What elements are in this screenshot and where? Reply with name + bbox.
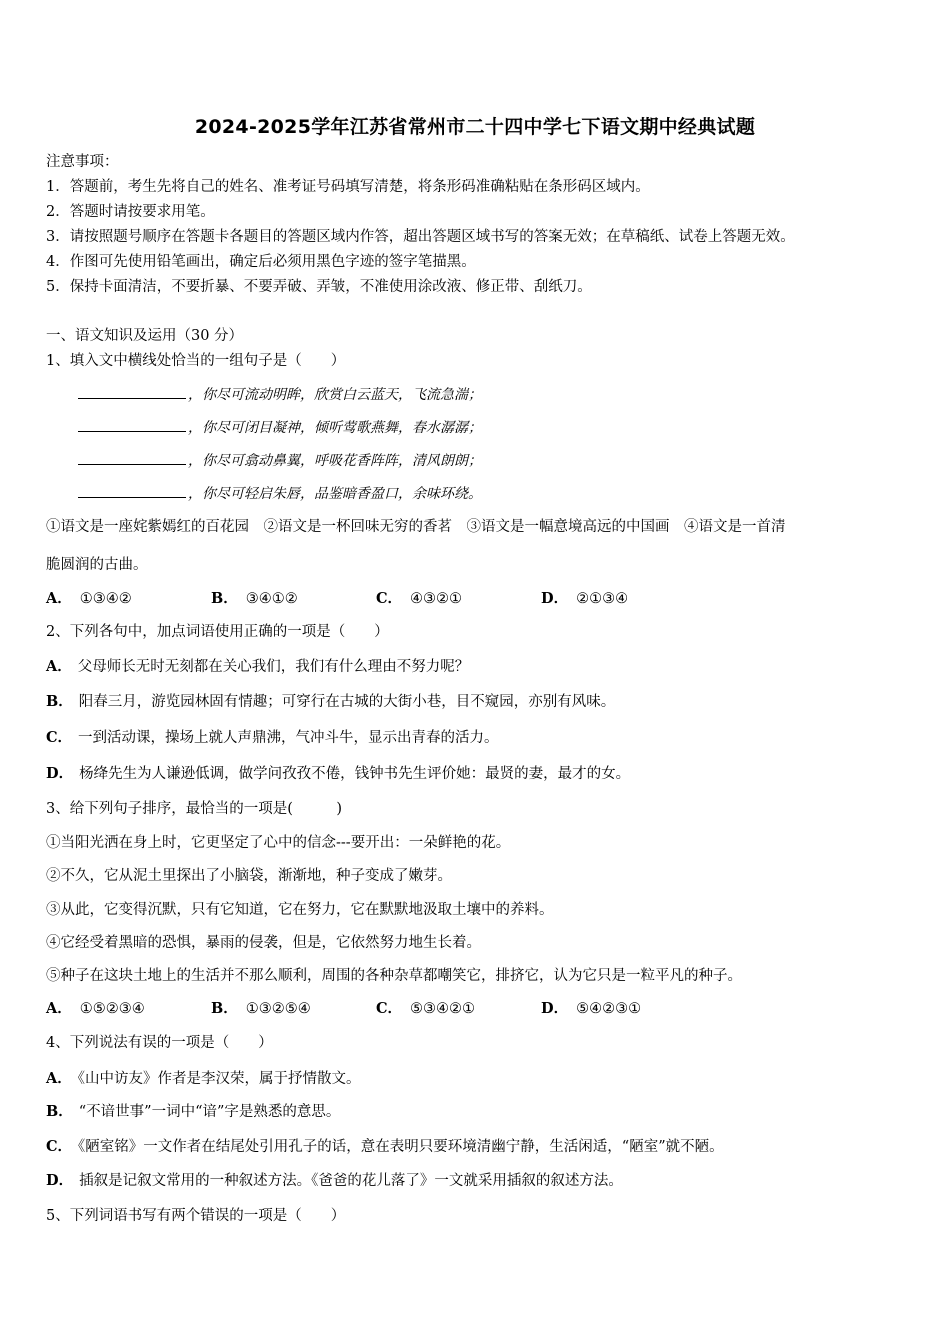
fill-blank[interactable]: [78, 386, 186, 399]
option-d[interactable]: D． ⑤④②③①: [541, 1000, 642, 1017]
q2-option-b[interactable]: B． 阳春三月，游览园林固有情趣；可穿行在古城的大街小巷，目不窥园，亦别有风味。: [46, 693, 616, 710]
question-5-stem: 5、下列词语书写有两个错误的一项是（ ）: [46, 1208, 346, 1224]
q2-option-c[interactable]: C． 一到活动课，操场上就人声鼎沸，气冲斗牛，显示出青春的活力。: [46, 729, 499, 746]
q3-sentence-1: ①当阳光洒在身上时，它更坚定了心中的信念---要开出：一朵鲜艳的花。: [46, 835, 511, 851]
option-d[interactable]: D． ②①③④: [541, 590, 629, 607]
option-b[interactable]: B． ③④①②: [211, 590, 298, 607]
option-a[interactable]: A． ①⑤②③④: [46, 1000, 145, 1017]
q3-sentence-5: ⑤种子在这块土地上的生活并不那么顺利，周围的各种杂草都嘲笑它，排挤它，认为它只是一粒平凡的种子。: [46, 968, 742, 984]
question-3-stem: 3、给下列句子排序，最恰当的一项是( ): [46, 801, 343, 817]
q1-blank-line-3: ，你尽可翕动鼻翼，呼吸花香阵阵，清风朗朗；: [78, 451, 482, 471]
q4-option-c[interactable]: C． 《陋室铭》一文作者在结尾处引用孔子的话，意在表明只要环境清幽宁静，生活闲适，“陋室”就不陋。: [46, 1138, 724, 1155]
q1-sentences-line-1: ①语文是一座姹紫嫣红的百花园 ②语文是一杯回味无穷的香茗 ③语文是一幅意境高远的中国画 ④语文是一首清: [46, 519, 786, 535]
option-c[interactable]: C． ⑤③④②①: [376, 1000, 476, 1017]
notice-heading: 注意事项：: [46, 154, 119, 170]
fill-blank[interactable]: [78, 485, 186, 498]
notice-item-3: 3．请按照题号顺序在答题卡各题目的答题区域内作答，超出答题区域书写的答案无效；在草稿纸、试卷上答题无效。: [46, 229, 795, 245]
fill-blank[interactable]: [78, 419, 186, 432]
q4-option-d[interactable]: D． 插叙是记叙文常用的一种叙述方法。《爸爸的花儿落了》一文就采用插叙的叙述方法。: [46, 1172, 623, 1189]
option-c[interactable]: C． ④③②①: [376, 590, 463, 607]
notice-item-4: 4．作图可先使用铅笔画出，确定后必须用黑色字迹的签字笔描黑。: [46, 254, 476, 270]
q1-options: [46, 589, 706, 609]
question-4-stem: 4、下列说法有误的一项是（ ）: [46, 1035, 273, 1051]
page-title: 2024-2025学年江苏省常州市二十四中学七下语文期中经典试题: [194, 116, 756, 138]
q3-sentence-4: ④它经受着黑暗的恐惧，暴雨的侵袭，但是，它依然努力地生长着。: [46, 935, 481, 951]
fill-blank[interactable]: [78, 452, 186, 465]
q1-blank-line-4: ，你尽可轻启朱唇，品鉴暗香盈口，余味环绕。: [78, 484, 482, 504]
question-2-stem: 2、下列各句中，加点词语使用正确的一项是（ ）: [46, 624, 389, 640]
option-b[interactable]: B． ①③②⑤④: [211, 1000, 311, 1017]
section-heading: 一、语文知识及运用（30 分）: [46, 328, 244, 344]
notice-item-1: 1．答题前，考生先将自己的姓名、准考证号码填写清楚，将条形码准确粘贴在条形码区域内。: [46, 179, 650, 195]
q3-sentence-3: ③从此，它变得沉默，只有它知道，它在努力，它在默默地汲取土壤中的养料。: [46, 902, 554, 918]
q2-option-a[interactable]: A． 父母师长无时无刻都在关心我们，我们有什么理由不努力呢？: [46, 658, 470, 675]
q4-option-a[interactable]: A． 《山中访友》作者是李汉荣，属于抒情散文。: [46, 1070, 361, 1087]
notice-item-2: 2．答题时请按要求用笔。: [46, 204, 215, 220]
q1-blank-line-1: ，你尽可流动明眸，欣赏白云蓝天，飞流急湍；: [78, 385, 482, 405]
q4-option-b[interactable]: B． “不谙世事”一词中“谙”字是熟悉的意思。: [46, 1103, 341, 1120]
q2-option-d[interactable]: D． 杨绛先生为人谦逊低调，做学问孜孜不倦，钱钟书先生评价她：最贤的妻，最才的女。: [46, 765, 631, 782]
option-a[interactable]: A． ①③④②: [46, 590, 132, 607]
q1-blank-line-2: ，你尽可闭目凝神，倾听莺歌燕舞，春水潺潺；: [78, 418, 482, 438]
q3-options: [46, 999, 706, 1019]
notice-item-5: 5．保持卡面清洁，不要折暴、不要弄破、弄皱，不准使用涂改液、修正带、刮纸刀。: [46, 279, 592, 295]
question-1-stem: 1、填入文中横线处恰当的一组句子是（ ）: [46, 353, 346, 369]
q3-sentence-2: ②不久，它从泥土里探出了小脑袋，渐渐地，种子变成了嫩芽。: [46, 868, 452, 884]
q1-sentences-line-2: 脆圆润的古曲。: [46, 557, 148, 573]
